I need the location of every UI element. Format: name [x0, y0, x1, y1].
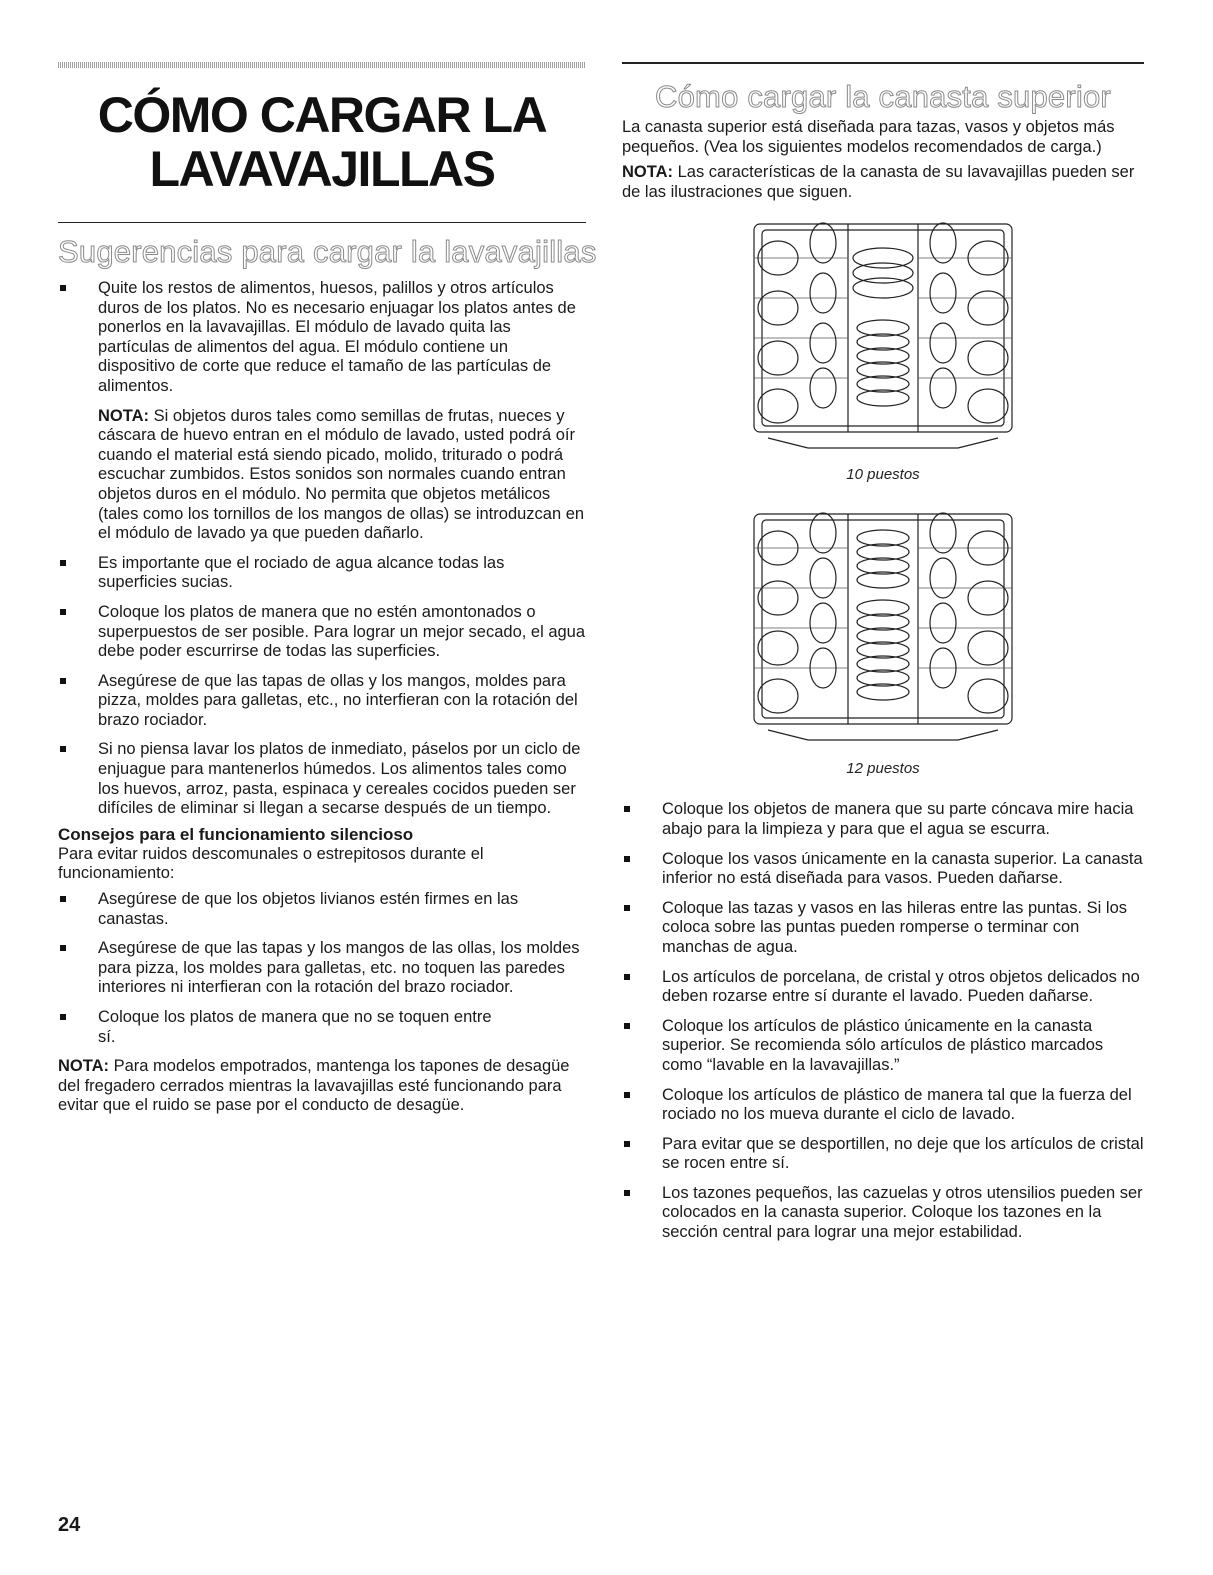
note-paragraph	[58, 407, 586, 544]
upper-rack-10-place-illustration	[748, 218, 1018, 458]
list-item	[622, 899, 1144, 958]
list-item	[622, 1184, 1144, 1243]
list-item-text: Para evitar que se desportillen, no deje que los artículos de cristal se rocen entre sí.	[662, 1134, 1144, 1173]
list-item	[58, 554, 586, 593]
list-item	[58, 740, 586, 818]
rack-illustration-10	[622, 218, 1144, 484]
list-item	[58, 1008, 586, 1047]
bullet-icon	[624, 856, 630, 862]
bullet-icon	[60, 896, 66, 902]
note-label: NOTA:	[622, 163, 674, 182]
upper-rack-list	[622, 800, 1144, 1242]
quiet-intro: Para evitar ruidos descomunales o estrepitosos durante el funcionamiento:	[58, 844, 484, 883]
section-heading-upper-rack: Cómo cargar la canasta superior	[655, 79, 1111, 114]
list-item-text: Los artículos de porcelana, de cristal y otros objetos delicados no deben rozarse entre sí durante el lavado. Pueden dañarse.	[662, 967, 1140, 1006]
title-line-1: CÓMO CARGAR LA	[97, 87, 547, 143]
list-item-text: Coloque las tazas y vasos en las hileras entre las puntas. Si los coloca sobre las puntas pueden romperse o terminar con manchas de agua.	[662, 898, 1127, 956]
note-label: NOTA:	[98, 406, 150, 425]
bullet-icon	[60, 746, 66, 752]
list-item	[58, 939, 586, 998]
upper-rack-note	[622, 163, 1144, 202]
upper-rack-12-place-illustration	[748, 508, 1018, 748]
bullet-icon	[60, 678, 66, 684]
list-item-text: Coloque los artículos de plástico de manera tal que la fuerza del rociado no los mueva durante el ciclo de lavado.	[662, 1085, 1132, 1124]
list-item	[58, 672, 586, 731]
bullet-icon	[624, 1141, 630, 1147]
list-item	[622, 1135, 1144, 1174]
list-item	[622, 1017, 1144, 1076]
bullet-icon	[60, 945, 66, 951]
list-item-text: Coloque los vasos únicamente en la canasta superior. La canasta inferior no está diseñada para vasos. Pueden dañarse.	[662, 849, 1143, 888]
list-item-text: Coloque los objetos de manera que su parte cóncava mire hacia abajo para la limpieza y para que el agua se escurra.	[662, 800, 1134, 838]
list-item-text: Coloque los platos de manera que no estén amontonados o superpuestos de ser posible. Para lograr un mejor secado, el agua debe poder escurrirse de todas las superficies.	[98, 602, 586, 661]
right-column	[622, 62, 1144, 1253]
note-label: NOTA:	[58, 1057, 110, 1076]
note-text: Las características de la canasta de su lavavajillas pueden ser de las ilustraciones que siguen.	[622, 163, 1135, 201]
top-dotted-rule	[58, 62, 586, 68]
bullet-icon	[624, 1190, 630, 1196]
title-rule	[58, 222, 586, 223]
bullet-icon	[60, 560, 66, 566]
title-line-2: LAVAVAJILLAS	[149, 141, 495, 197]
list-item-text: Asegúrese de que las tapas y los mangos de las ollas, los moldes para pizza, los moldes para galletas, etc. no toquen las paredes interiores ni interfieran con la rotación del brazo rociador.	[98, 939, 580, 997]
bullet-icon	[624, 974, 630, 980]
list-item-text: Es importante que el rociado de agua alcance todas las superficies sucias.	[98, 553, 505, 592]
caption-10-places: 10 puestos	[846, 466, 920, 484]
section-heading-tips: Sugerencias para cargar la lavavajillas	[58, 234, 597, 269]
list-item-text: Coloque los platos de manera que no se toquen entre sí.	[98, 1008, 492, 1046]
bullet-icon	[60, 285, 66, 291]
quiet-operation-subheading: Consejos para el funcionamiento silencioso	[58, 824, 414, 844]
list-item-text: Asegúrese de que los objetos livianos estén firmes en las canastas.	[98, 890, 519, 928]
left-column	[58, 62, 597, 1116]
list-item	[622, 968, 1144, 1007]
list-item-text: Coloque los artículos de plástico únicamente en la canasta superior. Se recomienda sólo artículos de plástico marcados como “lavable en la lavavajillas.”	[662, 1016, 1104, 1074]
bullet-icon	[624, 905, 630, 911]
note-text: Si objetos duros tales como semillas de frutas, nueces y cáscara de huevo entran en el módulo de lavado, usted podrá oír cuando el material está siendo picado, molido, triturado o podrá escuchar zumbidos. Estos sonidos son normales cuando entran objetos duros en el módulo. No permita que objetos metálicos (tales como los tornillos de los mangos de ollas) se introduzcan en el módulo de lavado ya que pueden dañarlo.	[98, 406, 585, 543]
list-item	[622, 850, 1144, 889]
list-item	[622, 1086, 1144, 1125]
tips-list	[58, 279, 586, 397]
note-paragraph-2	[58, 1057, 586, 1116]
caption-12-places: 12 puestos	[846, 760, 920, 778]
list-item-text: Si no piensa lavar los platos de inmediato, páselos por un ciclo de enjuague para mantenerlos húmedos. Los alimentos tales como los huevos, arroz, pasta, espinaca y cereales cocidos pueden ser difíciles de eliminar si llegan a secarse después de un tiempo.	[98, 740, 581, 818]
bullet-icon	[624, 806, 630, 812]
bullet-icon	[60, 609, 66, 615]
list-item	[58, 603, 586, 662]
list-item-text: Quite los restos de alimentos, huesos, palillos y otros artículos duros de los platos. No es necesario enjuagar los platos antes de ponerlos en la lavavajillas. El módulo de lavado quita las partículas de alimentos del agua. El módulo contiene un dispositivo de corte que reduce el tamaño de las partículas de alimentos.	[98, 279, 576, 395]
page-title	[58, 88, 586, 196]
bullet-icon	[624, 1092, 630, 1098]
list-item-text: Los tazones pequeños, las cazuelas y otros utensilios pueden ser colocados en la canasta superior. Coloque los tazones en la sección central para lograr una mejor estabilidad.	[662, 1183, 1143, 1242]
rack-illustration-12	[622, 508, 1144, 778]
quiet-list	[58, 890, 586, 1047]
list-item	[58, 890, 586, 929]
bullet-icon	[60, 1014, 66, 1020]
list-item	[622, 800, 1144, 839]
tips-list-continued	[58, 554, 586, 819]
bullet-icon	[624, 1023, 630, 1029]
note-text: Para modelos empotrados, mantenga los tapones de desagüe del fregadero cerrados mientras la lavavajillas esté funcionando para evitar que el ruido se pase por el conducto de desagüe.	[58, 1057, 570, 1115]
list-item	[58, 279, 586, 397]
right-top-rule	[622, 62, 1144, 64]
upper-rack-intro: La canasta superior está diseñada para tazas, vasos y objetos más pequeños. (Vea los siguientes modelos recomendados de carga.)	[622, 118, 1115, 156]
page-number: 24	[58, 1514, 81, 1536]
list-item-text: Asegúrese de que las tapas de ollas y los mangos, moldes para pizza, moldes para galletas, etc., no interfieran con la rotación del brazo rociador.	[98, 671, 578, 729]
